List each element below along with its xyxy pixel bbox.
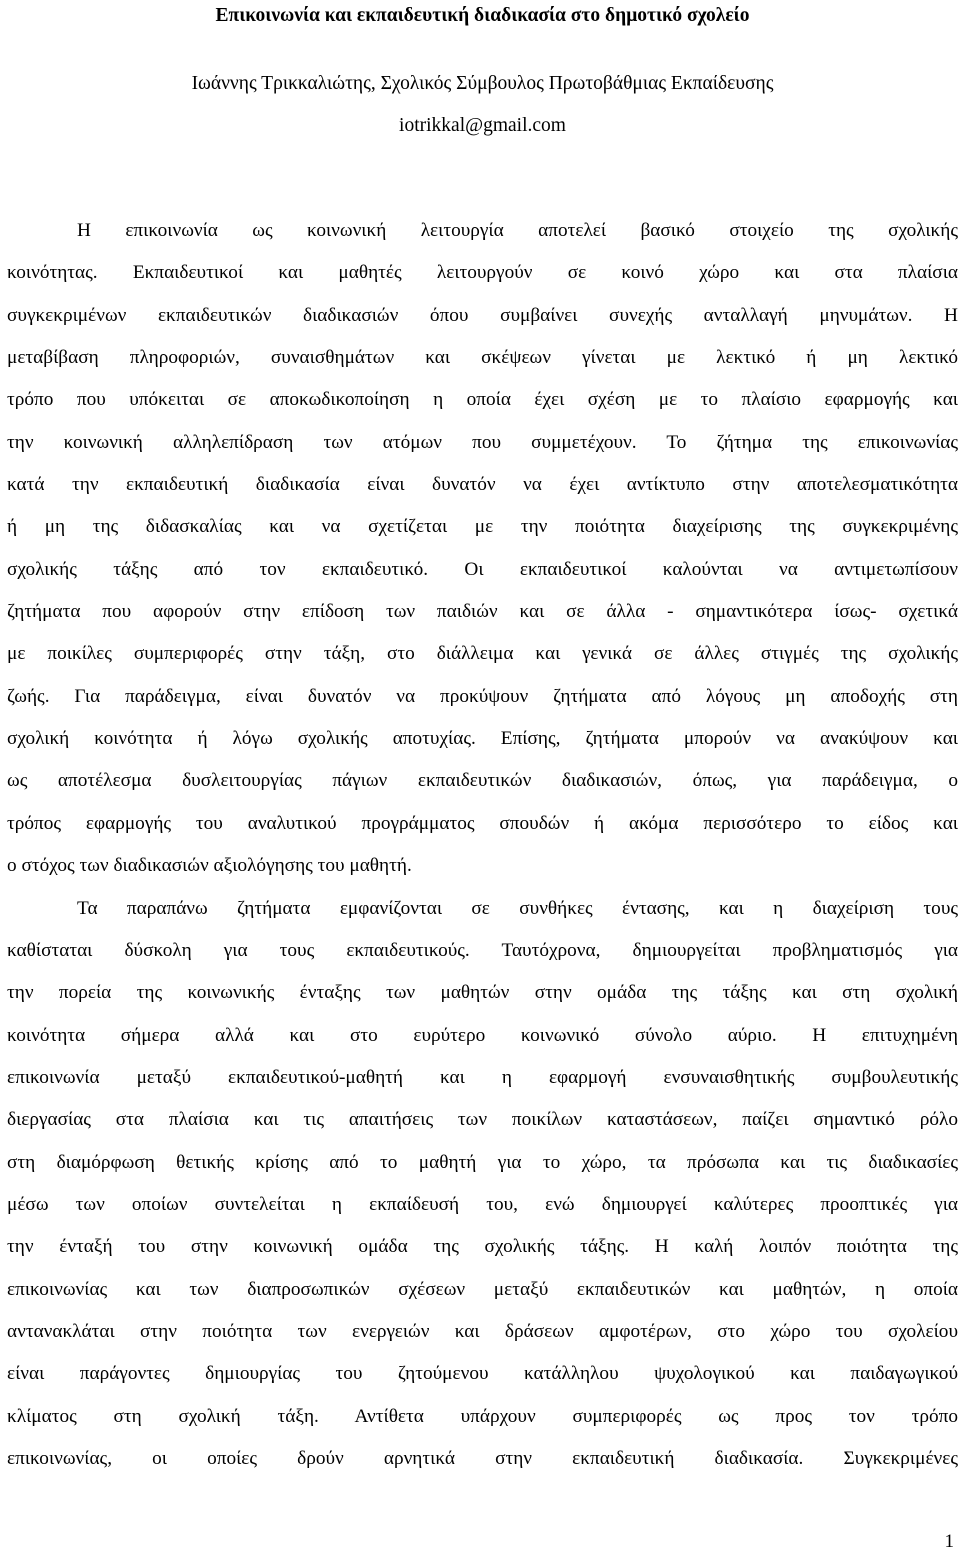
author-line: Ιωάννης Τρικκαλιώτης, Σχολικός Σύμβουλος Πρωτοβάθμιας Εκπαίδευσης [191, 73, 774, 94]
text-line: την πορεία της κοινωνικής ένταξης των μαθητών στην ομάδα της τάξης και στη σχολική [7, 982, 958, 1004]
text-line: Η επικοινωνία ως κοινωνική λειτουργία αποτελεί βασικό στοιχείο της σχολικής [77, 220, 958, 241]
text-line: είναι παράγοντες δημιουργίας του ζητούμενου κατάλληλου ψυχολογικού και παιδαγωγικού [7, 1363, 958, 1385]
author-email: iotrikkal@gmail.com [399, 115, 566, 136]
page-number: 1 [944, 1531, 954, 1552]
text-line: ζητήματα που αφορούν στην επίδοση των παιδιών και σε άλλα - σημαντικότερα ίσως- σχετικά [7, 601, 958, 623]
text-line: μεταβίβαση πληροφοριών, συναισθημάτων και σκέψεων γίνεται με λεκτικό ή μη λεκτικό [7, 347, 958, 369]
body-text [7, 212, 958, 1482]
text-line: αντανακλάται στην ποιότητα των ενεργειών και δράσεων αμφοτέρων, στο χώρο του σχολείου [7, 1320, 958, 1342]
text-line: στη διαμόρφωση θετικής κρίσης από το μαθητή για το χώρο, τα πρόσωπα και τις διαδικασίες [7, 1151, 958, 1173]
text-line: διεργασίας στα πλαίσια και τις απαιτήσεις των ποικίλων καταστάσεων, παίζει σημαντικό ρόλο [7, 1109, 958, 1131]
text-line: με ποικίλες συμπεριφορές στην τάξη, στο διάλλειμα και γενικά σε άλλες στιγμές της σχολικής [7, 643, 958, 665]
text-line: την κοινωνική αλληλεπίδραση των ατόμων που συμμετέχουν. Το ζήτημα της επικοινωνίας [7, 431, 958, 453]
text-line: ως αποτέλεσμα δυσλειτουργίας πάγιων εκπαιδευτικών διαδικασιών, όπως, για παράδειγμα, ο [7, 770, 958, 792]
document-title: Επικοινωνία και εκπαιδευτική διαδικασία στο δημοτικό σχολείο [215, 5, 750, 26]
text-line: ο στόχος των διαδικασιών αξιολόγησης του μαθητή. [7, 855, 412, 877]
text-line: κλίματος στη σχολική τάξη. Αντίθετα υπάρχουν συμπεριφορές ως προς τον τρόπο [7, 1405, 958, 1427]
text-line: σχολική κοινότητα ή λόγω σχολικής αποτυχίας. Επίσης, ζητήματα μπορούν να ανακύψουν και [7, 728, 958, 750]
text-line: μέσω των οποίων συντελείται η εκπαίδευσή του, ενώ δημιουργεί καλύτερες προοπτικές για [7, 1193, 958, 1215]
text-line: επικοινωνίας, οι οποίες δρούν αρνητικά στην εκπαιδευτική διαδικασία. Συγκεκριμένες [7, 1447, 958, 1469]
text-line: Τα παραπάνω ζητήματα εμφανίζονται σε συνθήκες έντασης, και η διαχείριση τους [77, 897, 958, 919]
text-line: κοινότητα σήμερα αλλά και στο ευρύτερο κοινωνικό σύνολο αύριο. Η επιτυχημένη [7, 1024, 958, 1046]
text-line: κοινότητας. Εκπαιδευτικοί και μαθητές λειτουργούν σε κοινό χώρο και στα πλαίσια [7, 262, 958, 284]
text-line: επικοινωνία μεταξύ εκπαιδευτικού-μαθητή και η εφαρμογή ενσυναισθητικής συμβουλευτικής [7, 1066, 958, 1088]
text-line: σχολικής τάξης από τον εκπαιδευτικό. Οι εκπαιδευτικοί καλούνται να αντιμετωπίσουν [7, 558, 958, 580]
text-line: τρόπο που υπόκειται σε αποκωδικοποίηση η οποία έχει σχέση με το πλαίσιο εφαρμογής και [7, 389, 958, 411]
text-line: την ένταξή του στην κοινωνική ομάδα της σχολικής τάξης. Η καλή λοιπόν ποιότητα της [7, 1236, 958, 1258]
text-line: τρόπος εφαρμογής του αναλυτικού προγράμματος σπουδών ή ακόμα περισσότερο το είδος και [7, 812, 958, 834]
text-line: επικοινωνίας και των διαπροσωπικών σχέσεων μεταξύ εκπαιδευτικών και μαθητών, η οποία [7, 1278, 958, 1300]
text-line: ζωής. Για παράδειγμα, είναι δυνατόν να προκύψουν ζητήματα από λόγους μη αποδοχής στη [7, 685, 958, 707]
text-line: ή μη της διδασκαλίας και να σχετίζεται με την ποιότητα διαχείρισης της συγκεκριμένης [7, 516, 958, 538]
text-line: κατά την εκπαιδευτική διαδικασία είναι δυνατόν να έχει αντίκτυπο στην αποτελεσματικότητα [7, 474, 958, 496]
text-line: καθίσταται δύσκολη για τους εκπαιδευτικούς. Ταυτόχρονα, δημιουργείται προβληματισμός για [7, 939, 958, 961]
text-line: συγκεκριμένων εκπαιδευτικών διαδικασιών όπου συμβαίνει συνεχής ανταλλαγή μηνυμάτων. Η [7, 304, 958, 326]
